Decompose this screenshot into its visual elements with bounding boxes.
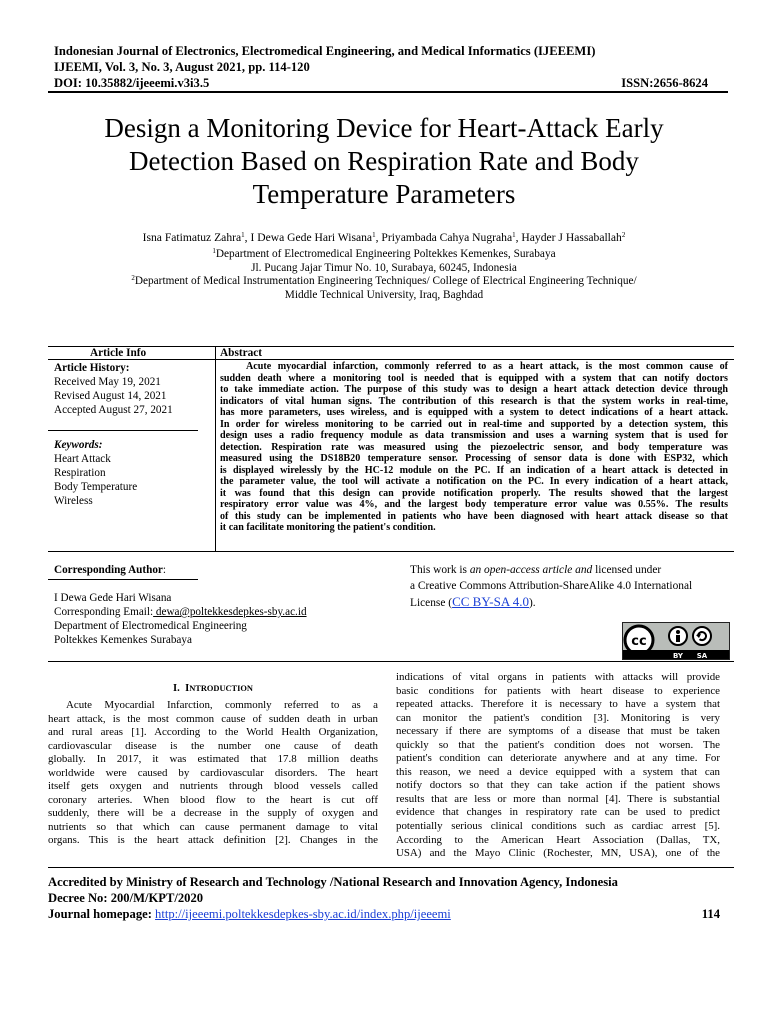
corresponding-name: I Dewa Gede Hari Wisana xyxy=(54,592,172,604)
body-line: suddenly, there will be a decrease in the supply of oxygen and xyxy=(48,807,378,820)
corresponding-dept: Department of Electromedical Engineering xyxy=(54,620,247,632)
abstract-line: the parameter value, the tool will activate a notification on the PC. In every indication of a heart attack, xyxy=(220,476,728,487)
journal-name: Indonesian Journal of Electronics, Electromedical Engineering, and Medical Informatics (IJEEEMI) xyxy=(54,44,596,58)
license-text-part: This work is xyxy=(410,564,470,576)
homepage-label: Journal homepage: xyxy=(48,907,156,921)
header-rule xyxy=(48,91,728,93)
body-line: itself gets oxygen and nutrients through blood vessels called xyxy=(48,780,378,793)
table-divider xyxy=(215,346,216,551)
license-emphasis: an open-access article and xyxy=(469,564,593,576)
journal-homepage xyxy=(48,907,451,923)
license-text xyxy=(410,563,692,612)
abstract-line: it can facilitate monitoring the patient's condition. xyxy=(220,522,436,533)
author-name: , I Dewa Gede Hari Wisana xyxy=(244,231,373,244)
body-line: organs. This is the heart attack definition [2]. Changes in the xyxy=(48,834,378,847)
author-list xyxy=(40,231,728,245)
abstract-line: it was found that this design can provide notification properly. The results showed that the largest xyxy=(220,487,728,499)
abstract-line: In order for wireless monitoring to be carried out in real-time and supported by a detection system, this xyxy=(220,418,728,430)
accreditation-line: Accredited by Ministry of Research and Technology /National Research and Innovation Agency, Indonesia xyxy=(48,875,618,889)
affiliation-1-address: Jl. Pucang Jajar Timur No. 10, Surabaya, 60245, Indonesia xyxy=(251,261,517,274)
body-line: results that are less or more than normal [4]. There is substantial xyxy=(396,792,720,805)
body-line: nutrients so that which can cause permanent damage to vital xyxy=(48,820,378,833)
author-sup: 2 xyxy=(621,231,626,239)
body-line: this reason, we need a device equipped with a system that can xyxy=(396,765,720,778)
title-line: Detection Based on Respiration Rate and Body xyxy=(129,146,639,176)
body-line: cardiovascular disease is the number one cause of death xyxy=(48,739,378,752)
corresponding-inst: Poltekkes Kemenkes Surabaya xyxy=(54,634,192,646)
cc-badge-strip xyxy=(623,650,729,659)
abstract-line: detection. Respiration rate was measured using the piezoelectric sensor, and body temperature was xyxy=(220,441,728,453)
accepted-date: Accepted August 27, 2021 xyxy=(54,404,173,416)
body-line: basic conditions for patients with heart disease to experience xyxy=(396,684,720,697)
affiliation-2-line2: Middle Technical University, Iraq, Baghdad xyxy=(284,288,484,301)
body-line: can monitor the patient's condition [3]. Monitoring is very xyxy=(396,711,720,724)
body-line: evidence that changes in respiratory rate can be used to predict xyxy=(396,806,720,819)
section-heading-introduction xyxy=(48,683,378,694)
cc-by-sa-link[interactable]: CC BY-SA 4.0 xyxy=(452,594,530,609)
paper-title xyxy=(40,112,728,211)
body-line: worldwide were caused by cardiovascular disorders. The heart xyxy=(48,766,378,779)
body-line: repeated attacks. Therefore it is necessary to have a system that xyxy=(396,698,720,711)
author-name: , Hayder J Hassaballah xyxy=(515,231,622,244)
author-name: , Priyambada Cahya Nugraha xyxy=(375,231,513,244)
abstract-line: Acute myocardial infarction, commonly referred to as a heart attack, is the most common cause of xyxy=(246,361,728,372)
corresponding-colon: : xyxy=(162,564,167,576)
sa-share-alike-icon xyxy=(693,627,711,645)
body-line: According to the American Heart Association (Dallas, TX, xyxy=(396,833,720,846)
cc-by-sa-badge[interactable] xyxy=(622,622,730,660)
author-name: Isna Fatimatuz Zahra xyxy=(142,231,242,244)
abstract-line: of this study can be implemented in patients who have been diagnosed with heart attack disease so that xyxy=(220,510,728,522)
keyword: Heart Attack xyxy=(54,453,111,465)
section-title-initial: I xyxy=(185,683,190,694)
page-number: 114 xyxy=(701,907,720,921)
body-line: patient's condition can deteriorate anywhere and at any time. For xyxy=(396,752,720,765)
cc-icon-text: cc xyxy=(631,634,647,649)
doi: DOI: 10.35882/ijeeemi.v3i3.5 xyxy=(54,76,210,90)
journal-volume: IJEEMI, Vol. 3, No. 3, August 2021, pp. 114-120 xyxy=(54,60,310,74)
body-line: heart attack, is the most common cause of sudden death in urban xyxy=(48,712,378,725)
author-sup: 1 xyxy=(512,231,516,239)
affiliation-sup: 2 xyxy=(131,274,135,283)
body-line: indications of vital organs in patients with attacks will provide xyxy=(396,671,720,683)
badge-sa-label: SA xyxy=(696,652,708,659)
abstract-line: indicators of vital human signs. The contribution of this research is that the system works in real-time, xyxy=(220,395,728,407)
abstract-text xyxy=(220,361,728,534)
affiliations xyxy=(40,248,728,302)
homepage-link[interactable]: http://ijeeemi.poltekkesdepkes-sby.ac.id/index.php/ijeeemi xyxy=(155,907,451,921)
email-label: Corresponding Email: xyxy=(54,606,154,618)
license-text-part: ). xyxy=(529,597,536,609)
body-line: necessary if there are symptoms of a disease that must be taken xyxy=(396,725,720,738)
corresponding-details xyxy=(54,591,307,647)
abstract-heading: Abstract xyxy=(220,347,263,359)
keywords-heading: Keywords: xyxy=(54,439,103,451)
issn: ISSN:2656-8624 xyxy=(621,76,708,90)
author-sup: 1 xyxy=(241,231,245,239)
body-top-rule xyxy=(48,661,734,662)
revised-date: Revised August 14, 2021 xyxy=(54,390,167,402)
body-line: potentially serious clinical conditions such as cardiac arrest [5]. xyxy=(396,820,720,833)
received-date: Received May 19, 2021 xyxy=(54,376,161,388)
affiliation-1: Department of Electromedical Engineering Poltekkes Kemenkes, Surabaya xyxy=(215,248,556,260)
article-history xyxy=(54,361,173,417)
title-line: Temperature Parameters xyxy=(252,179,516,209)
body-column-left xyxy=(48,699,378,848)
keyword: Wireless xyxy=(54,495,93,507)
table-top-rule xyxy=(48,346,734,347)
abstract-line: respiratory error value was 4%, and the largest body temperature error value was 0.55%. The results xyxy=(220,499,728,510)
body-column-right xyxy=(396,671,720,861)
body-line: quickly so that the patient's condition does not worsen. The xyxy=(396,738,720,751)
section-number: I. xyxy=(173,683,180,694)
author-sup: 1 xyxy=(372,231,376,239)
article-info-heading: Article Info xyxy=(90,347,147,359)
section-title-rest: NTRODUCTION xyxy=(189,684,253,693)
abstract-line: sudden death where a monitoring tool is needed that is equipped with a system that can notify doctors xyxy=(220,372,728,384)
info-section-rule xyxy=(48,430,198,431)
corresponding-heading: Corresponding Author xyxy=(54,564,163,576)
body-line: USA) and the Mayo Clinic (Rochester, MN, USA), one of the xyxy=(396,847,720,860)
table-head-rule xyxy=(48,359,734,360)
body-line: coronary arteries. When blood flow to the heart is cut off xyxy=(48,793,378,806)
body-line: notify doctors so that they can take action if the patient shows xyxy=(396,779,720,792)
license-text-part: License ( xyxy=(410,597,453,609)
abstract-line: measured using the DS18B20 temperature sensor. Processing of sensor data is done with ESP32, which xyxy=(220,453,728,464)
affiliation-sup: 1 xyxy=(212,247,216,255)
title-line: Design a Monitoring Device for Heart-Attack Early xyxy=(104,113,664,143)
abstract-line: to take immediate action. The purpose of this study was to design a heart attack detection device through xyxy=(220,384,728,395)
footer-rule xyxy=(48,867,734,868)
license-line: a Creative Commons Attribution-ShareAlike 4.0 International xyxy=(410,579,693,592)
keywords xyxy=(54,438,137,508)
body-line: globally. In 2017, it was estimated that 17.8 million deaths xyxy=(48,753,378,766)
abstract-line: is displayed wirelessly by the HC-12 module on the PC. If an indication of a heart attack is detected in xyxy=(220,464,728,476)
body-line: and rural areas [1]. According to the World Health Organization, xyxy=(48,726,378,739)
decree-line: Decree No: 200/M/KPT/2020 xyxy=(48,891,204,905)
license-text-part: licensed under xyxy=(592,564,662,576)
body-line: Acute Myocardial Infarction, commonly referred to as a xyxy=(66,699,378,711)
corresponding-author xyxy=(54,563,166,577)
table-bottom-rule xyxy=(48,551,734,552)
keyword: Body Temperature xyxy=(54,481,138,493)
affiliation-2: Department of Medical Instrumentation Engineering Techniques/ College of Electrical Engineering Technique/ xyxy=(134,275,637,288)
corresponding-email-link[interactable]: dewa@poltekkesdepkes-sby.ac.id xyxy=(153,606,307,618)
abstract-line: design uses a radio frequency module as data transmission and uses a warning system that is used for xyxy=(220,430,728,441)
keyword: Respiration xyxy=(54,467,106,479)
corresponding-rule xyxy=(48,579,198,580)
badge-by-label: BY xyxy=(672,652,684,659)
abstract-line: has more parameters, uses wireless, and is equipped with a system to detect indications of a heart attack. xyxy=(220,407,728,418)
history-heading: Article History: xyxy=(54,362,130,374)
